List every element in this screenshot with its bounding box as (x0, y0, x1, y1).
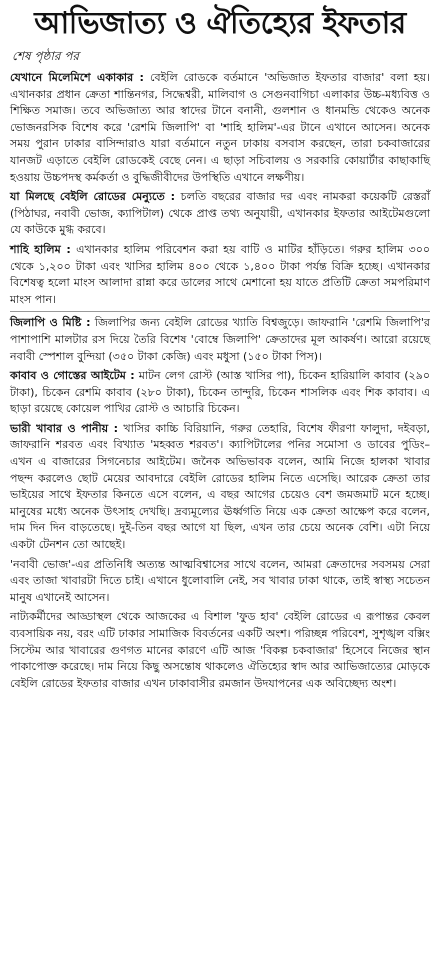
paragraph-8 (10, 609, 430, 692)
paragraph-text: জিলাপির জন্য বেইলি রোডের খ্যাতি বিশ্বজুড়ে। জাফরানি 'রেশমি জিলাপি'র পাশাপাশি মালটার রস দিয়ে তৈরি বিশেষ 'বোম্বে জিলাপি' ক্রেতাদের মূল আকর্ষণ। আরো রয়েছে নবাবী স্পেশাল বুন্দিয়া (৩৫০ টাকা কেজি) এবং মধুসা (১৫০ টাকা পিস)। (10, 316, 430, 363)
paragraph-lead: শাহি হালিম : (10, 242, 71, 256)
paragraph-lead: ভারী খাবার ও পানীয় : (10, 421, 119, 435)
paragraph-text: 'নবাবী ভোজ'-এর প্রতিনিধি অত্যন্ত আত্মবিশ্বাসের সাথে বলেন, আমরা ক্রেতাদের সবসময় সেরা এবং তাজা খাবারটা দিতে চাই। এখানে ধুলোবালি নেই, সব খাবার ঢাকা থাকে, তাই স্বাস্থ্য সচেতন মানুষ এখানেই আসেন। (10, 557, 430, 604)
paragraph-2 (10, 189, 430, 239)
paragraph-text: খাসির কাচ্চি বিরিয়ানি, গরুর তেহারি, বিশেষ ফীরণা ফালুদা, দইবড়া, জাফরানি শরবত এবং বিখ্যাত 'মহব্বত শরবত'। ক্যাপিটালের পনির সমোসা ও ডাবের পুডিং– এখন এ বাজারের সিগনেচার আইটেম। জনৈক অভিভাবক বলেন, আমি নিজে হালকা খাবার পছন্দ করলেও ছোট মেয়ের আবদারে বেইলি রোডের হালিম নিতে এসেছি। আরেক ক্রেতা তার ভাইয়ের সাথে ইফতার কিনতে এসে বলেন, এ বছর আগের চেয়েও বেশ জমজমাট মনে হচ্ছে। মানুষের মধ্যে অনেক উৎসাহ দেখছি। দ্রব্যমূল্যের ঊর্ধ্বগতি নিয়ে এক ক্রেতা আক্ষেপ করে বলেন, দাম দিন দিন বাড়তেছে। দুই-তিন বছর আগে যা ছিল, এখন তার চেয়ে অনেক বেশি। এটা নিয়ে একটা টেনশন তো আছেই। (10, 421, 430, 552)
paragraph-7 (10, 557, 430, 607)
paragraph-text: চলতি বছরের বাজার দর এবং নামকরা কয়েকটি রেস্তরাঁ (পিঠাঘর, নবাবী ভোজ, ক্যাপিটাল) থেকে প্রাপ্ত তথ্য অনুযায়ী, এখানকার ইফতার আইটেমগুলো যে কাউকে মুগ্ধ করবে। (10, 190, 430, 237)
paragraph-5 (10, 368, 430, 418)
paragraph-3 (10, 242, 430, 308)
divider (10, 311, 430, 312)
paragraph-lead: কাবাব ও গোস্তের আইটেম : (10, 369, 135, 383)
headline: আভিজাত্য ও ঐতিহ্যের ইফতার (34, 6, 406, 41)
paragraph-text: নাট্যকর্মীদের আড্ডাস্থল থেকে আজকের এ বিশাল 'ফুড হাব' বেইলি রোডের এ রূপান্তর কেবল ব্যবসায়িক নয়, বরং এটি ঢাকার সামাজিক বিবর্তনের একটি অংশ। পরিচ্ছন্ন পরিবেশ, সুশৃঙ্খল বক্সিং সিস্টেম আর খাবারের গুণগত মানের কারণে এটি আজ 'বিকল্প চকবাজার' হিসেবে নিজের স্থান পাকাপোক্ত করেছে। দাম নিয়ে কিছু অসন্তোষ থাকলেও ঐতিহ্যের স্বাদ আর আভিজাত্যের মোড়কে বেইলি রোডের ইফতার বাজার এখন ঢাকাবাসীর রমজান উদযাপনের এক অবিচ্ছেদ্য অংশ। (10, 610, 430, 690)
paragraph-lead: যা মিলছে বেইলি রোডের মেন্যুতে : (10, 190, 176, 204)
paragraph-text: বেইলি রোডকে বর্তমানে 'অভিজাত ইফতার বাজার' বলা হয়। এখানকার প্রধান ক্রেতা শান্তিনগর, সিদ্ধেশ্বরী, মালিবাগ ও সেগুনবাগিচা এলাকার উচ্চ-মধ্যবিত্ত ও শিক্ষিত সমাজ। তবে অভিজাত্য আর স্বাদের টানে বনানী, গুলশান ও ধানমন্ডি থেকেও অনেক ভোজনরসিক বিশেষ করে 'রেশমি জিলাপি' বা 'শাহি হালিম'-এর টানে এখানে আসেন। অনেক সময় পুরান ঢাকার বাসিন্দারাও যারা বর্তমানে নতুন ঢাকায় বসবাস করছেন, তারা চকবাজারের যানজট এড়াতে বেইলি রোডকেই বেছে নেন। এ ছাড়া সচিবালয় ও সরকারি কোয়ার্টার কাছাকাছি হওয়ায় উচ্চপদস্থ কর্মকর্তা ও বুদ্ধিজীবীদের উপস্থিতি এখানে লক্ষণীয়। (10, 71, 430, 184)
paragraph-lead: যেখানে মিলেমিশে একাকার : (10, 71, 144, 84)
paragraph-text: মাটন লেগ রোস্ট (আস্ত খাসির পা), চিকেন হারিয়ালি কাবাব (২৯০ টাকা), চিকেন রেশমি কাবাব (২৮০ টাকা), চিকেন তান্দুরি, চিকেন শাসলিক এবং শিক কাবাব। এ ছাড়া রয়েছে কোয়েল পাখির রোস্ট ও আচারি চিকেন। (10, 369, 431, 416)
paragraph-4 (10, 315, 430, 365)
paragraph-6 (10, 421, 430, 554)
paragraph-text: এখানকার হালিম পরিবেশন করা হয় বাটি ও মাটির হাঁড়িতে। গরুর হালিম ৩০০ থেকে ১,২০০ টাকা এবং খাসির হালিম ৪০০ থেকে ১,৪০০ টাকা পর্যন্ত বিক্রি হচ্ছে। এখানকার বিশেষত্ব হলো মাংস আলাদা রান্না করে ডালের সাথে মেশানো হয় যাতে প্রতিটি ক্রেতা সমপরিমাণ মাংস পান। (10, 242, 430, 306)
continued-label: শেষ পৃষ্ঠার পর (12, 49, 80, 63)
paragraph-1 (10, 70, 430, 186)
paragraph-lead: জিলাপি ও মিষ্টি : (10, 316, 91, 330)
